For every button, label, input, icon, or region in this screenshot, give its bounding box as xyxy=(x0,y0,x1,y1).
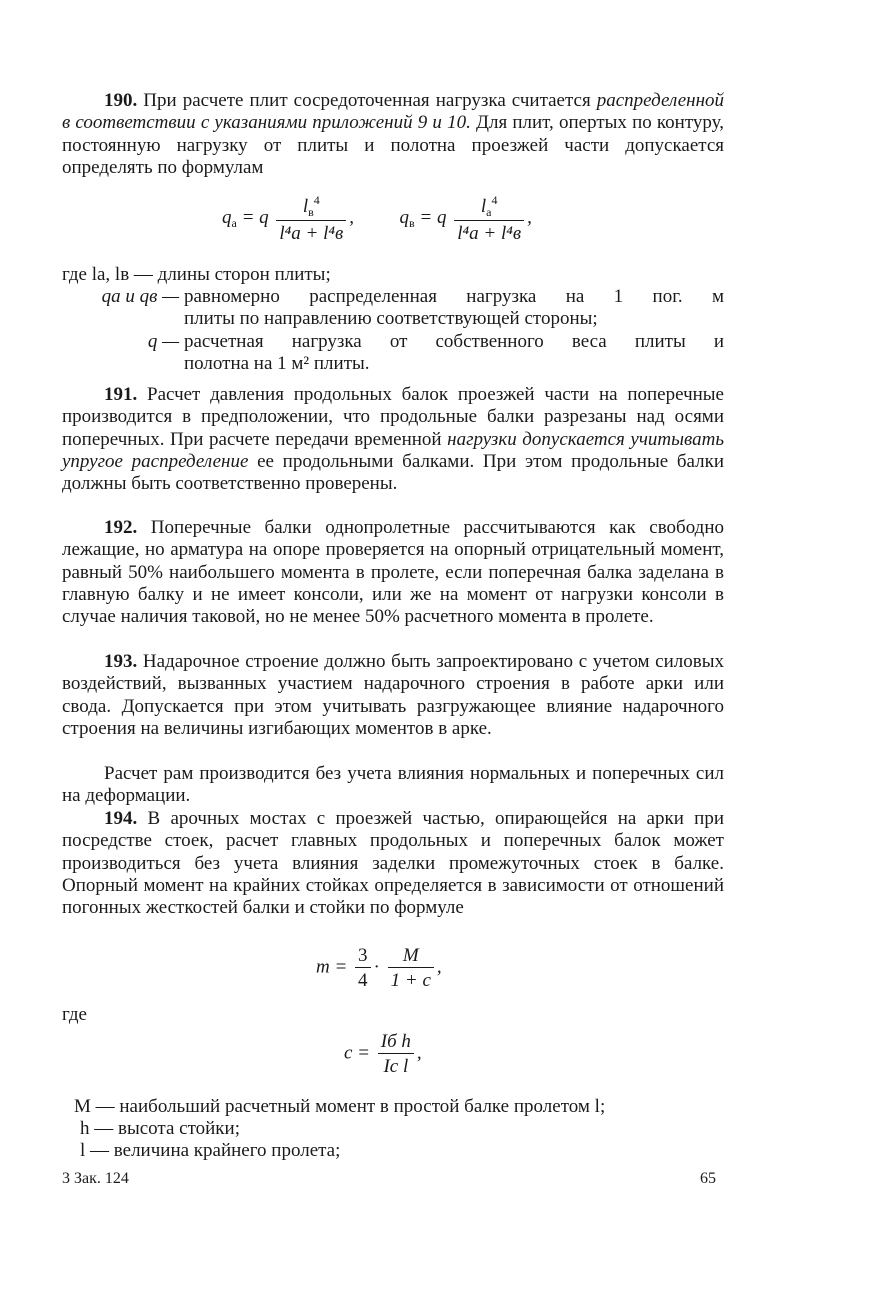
definitions-list: где lа, lв — длины сторон плиты; qа и qв — равномерно распределенная нагрузка на 1 пог. м плиты по направлению соответствующей стороны; q — расчетная нагрузка от собственного веса плиты и полотна на 1 м² плиты. xyxy=(62,264,724,374)
formula-m: m = $\frac{3}{4}$ · $\frac{M}{1 + c}$ , xyxy=(316,945,442,991)
fraction: $\frac{l_а^4}{\text{l⁴а + l⁴в}}$ xyxy=(454,194,524,243)
paragraph-number: 194. xyxy=(104,808,138,829)
paragraph-191: 191. Расчет давления продольных балок проезжей части на поперечные производится в предположении, что продольные балки разрезаны над осями поперечных. При расчете передачи временной нагрузки допускается учитывать упругое распределение ее продольными балками. При этом продольные балки должны быть соответственно проверены. xyxy=(62,384,725,495)
paragraph-194: 194. В арочных мостах с проезжей частью, опирающейся на арки при посредстве стоек, расчет главных продольных и поперечных балок может производиться без учета влияния заделки промежуточных стоек в балке. Опорный момент на крайних стойках определяется в зависимости от отношений погонных жесткостей балки и стойки по формуле xyxy=(62,808,724,919)
paragraph-193-continuation: Расчет рам производится без учета влияния нормальных и поперечных сил на деформации. xyxy=(62,763,724,807)
formula-c: c = $\frac{\text{Iб h}}{\text{Iс l}}$ , xyxy=(344,1031,422,1077)
fraction: $\frac{\text{Iб h}}{\text{Iс l}}$ xyxy=(378,1032,414,1076)
definitions-list-2: M — наибольший расчетный момент в простой балке пролетом l; h — высота стойки; l — величина крайнего пролета; xyxy=(74,1096,606,1161)
paragraph-number: 193. xyxy=(104,651,138,672)
paragraph-number: 190. xyxy=(104,90,138,111)
paragraph-192: 192. Поперечные балки однопролетные рассчитываются как свободно лежащие, но арматура на опоре проверяется на опорный отрицательный момент, равный 50% наибольшего момента в пролете, если поперечная балка заделана в главную балку и не имеет консоли, или же на момент от нагрузки консоли в случае наличия таковой, но не менее 50% расчетного момента в пролете. xyxy=(62,517,724,628)
where-label: где xyxy=(62,1004,87,1025)
paragraph-number: 191. xyxy=(104,384,138,405)
paragraph-190: 190. При расчете плит сосредоточенная нагрузка считается распределенной в соответствии с указаниями приложений 9 и 10. Для плит, опертых по контуру, постоянную нагрузку от плиты и полотна проезжей части допускается определять по формулам xyxy=(62,90,724,178)
fraction: $\frac{3}{4}$ xyxy=(355,946,371,990)
paragraph-193: 193. Надарочное строение должно быть запроектировано с учетом силовых воздействий, вызванных участием надарочного строения в работе арки или свода. Допускается при этом учитывать разгружающее влияние надарочного строения на величины изгибающих моментов в арке. xyxy=(62,651,724,739)
paragraph-number: 192. xyxy=(104,517,138,538)
fraction: $\frac{l_в^4}{\text{l⁴а + l⁴в}}$ xyxy=(276,194,346,243)
printer-mark: 3 Зак. 124 xyxy=(62,1170,129,1187)
page-number: 65 xyxy=(700,1170,716,1187)
fraction: $\frac{M}{1 + c}$ xyxy=(388,946,434,990)
formula-qa-qb: $q_а = q$ $\frac{l_в^4}{\text{l⁴а + l⁴в}}$ , $q_в = q$ $\frac{l_а^4}{\text{l⁴а + l⁴в}}$ , xyxy=(222,193,532,244)
